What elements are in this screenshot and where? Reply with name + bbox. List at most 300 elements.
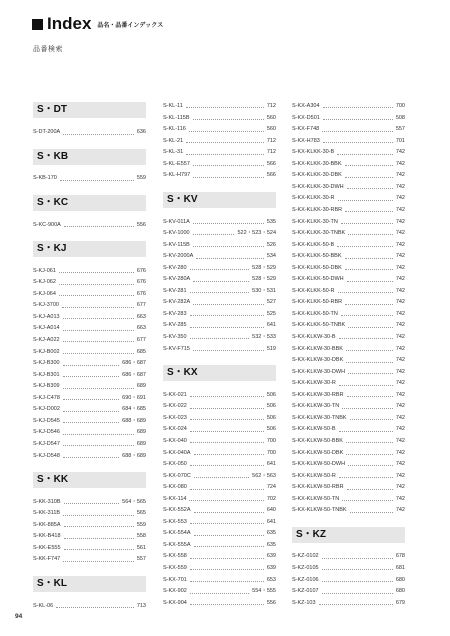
index-entry[interactable] [163, 540, 276, 549]
leader-dots [190, 489, 264, 490]
leader-dots [63, 341, 134, 342]
leader-dots [63, 318, 134, 319]
index-entry[interactable] [292, 101, 405, 110]
entry-page-ref: 712 [266, 149, 276, 156]
entry-part-number: S-KZ-0106 [292, 576, 319, 583]
leader-dots [346, 442, 393, 443]
index-entry[interactable] [163, 424, 276, 433]
index-entry[interactable] [33, 451, 146, 460]
index-entry[interactable] [33, 381, 146, 390]
leader-dots [194, 535, 264, 536]
entry-page-ref: 742 [395, 334, 405, 340]
index-entry[interactable] [163, 413, 276, 422]
entry-part-number: S-DT-200A [33, 129, 61, 136]
index-entry[interactable] [292, 459, 405, 468]
leader-dots [193, 304, 264, 305]
leader-dots [63, 330, 134, 331]
leader-dots [59, 272, 134, 273]
entry-part-number: S-KX-KLKW-50-DWH [292, 461, 346, 468]
index-entry[interactable] [292, 147, 405, 156]
index-entry[interactable] [292, 344, 405, 353]
entry-page-ref: 742 [395, 437, 405, 444]
index-entry[interactable] [163, 297, 276, 306]
section-header [33, 149, 146, 165]
index-entry[interactable] [292, 390, 405, 399]
entry-page-ref: 527 [266, 299, 276, 306]
index-entry[interactable] [33, 300, 146, 309]
entry-page-ref: 742 [395, 218, 405, 225]
entry-part-number: S-KX-KLKK-30-TN [292, 218, 338, 225]
index-entry[interactable] [292, 320, 405, 329]
leader-dots [323, 107, 393, 108]
index-entry[interactable] [163, 263, 276, 272]
leader-dots [63, 515, 134, 516]
section-header-label: S・KZ [296, 528, 326, 540]
index-entry[interactable] [163, 286, 276, 295]
index-entry[interactable] [292, 424, 405, 433]
entry-part-number: S-KV-350 [163, 334, 187, 340]
index-entry[interactable] [292, 170, 405, 179]
leader-dots [338, 200, 393, 201]
leader-dots [190, 292, 250, 293]
leader-dots [193, 350, 264, 351]
index-entry[interactable] [292, 401, 405, 410]
index-entry[interactable] [163, 101, 276, 110]
entry-part-number: S-KZ-103 [292, 599, 316, 606]
entry-part-number: S-KJ-062 [33, 279, 56, 286]
entry-page-ref: 566 [266, 172, 276, 179]
index-entry[interactable] [33, 266, 146, 275]
entry-page-ref: 742 [395, 264, 405, 271]
leader-dots [186, 107, 264, 108]
leader-dots [193, 281, 249, 282]
index-entry[interactable] [163, 586, 276, 595]
index-entry[interactable] [292, 228, 405, 237]
section-header [33, 472, 146, 488]
leader-dots [63, 411, 119, 412]
entry-part-number: S-KL-116 [163, 126, 186, 133]
entry-page-ref: 506 [266, 426, 276, 433]
index-entry[interactable] [33, 277, 146, 286]
index-entry[interactable] [163, 551, 276, 560]
entry-part-number: S-KX-KLKW-30-BBK [292, 345, 343, 352]
index-entry[interactable] [292, 217, 405, 226]
entry-part-number: S-KJ-D545 [33, 417, 60, 424]
entry-page-ref: 742 [395, 414, 405, 421]
index-entry[interactable] [163, 563, 276, 572]
index-entry[interactable] [163, 390, 276, 399]
entry-part-number: S-KJ-D002 [33, 406, 60, 413]
leader-dots [186, 142, 264, 143]
index-entry[interactable] [163, 170, 276, 179]
entry-part-number: S-KX-701 [163, 576, 187, 583]
index-entry[interactable] [292, 240, 405, 249]
page-subtitle: 品名・品番インデックス [97, 23, 164, 29]
index-entry[interactable] [33, 127, 146, 136]
entry-part-number: S-KX-KLKK-50-BBK [292, 253, 342, 260]
entry-page-ref: 742 [395, 276, 405, 283]
index-entry[interactable] [292, 136, 405, 145]
leader-dots [190, 558, 264, 559]
entry-part-number: S-KX-KLKW-50-BBK [292, 437, 343, 444]
entry-page-ref: 742 [395, 380, 405, 387]
leader-dots [64, 549, 134, 550]
index-entry[interactable] [292, 297, 405, 306]
leader-dots [348, 234, 393, 235]
entry-part-number: S-KX-558 [163, 553, 187, 560]
entry-part-number: S-KL-06 [33, 602, 54, 609]
entry-part-number: S-KL-21 [163, 137, 184, 144]
index-entry[interactable] [163, 136, 276, 145]
entry-page-ref: 700 [395, 103, 405, 109]
entry-part-number: S-KX-023 [163, 414, 187, 421]
index-entry[interactable] [163, 274, 276, 283]
index-entry[interactable] [292, 448, 405, 457]
index-entry[interactable] [33, 520, 146, 529]
index-entry[interactable] [292, 205, 405, 214]
entry-part-number: S-KK-F747 [33, 556, 61, 563]
index-entry[interactable] [33, 312, 146, 321]
search-label: 品番検索 [33, 46, 63, 53]
index-entry[interactable] [163, 459, 276, 468]
entry-part-number: S-KX-KLKW-50-TN [292, 495, 340, 502]
leader-dots [60, 180, 134, 181]
leader-dots [194, 512, 264, 513]
entry-part-number: S-KX-KLKW-30-TNBK [292, 414, 347, 421]
entry-part-number: S-KL-E557 [163, 160, 190, 167]
entry-part-number: S-KV-282A [163, 299, 191, 306]
index-entry[interactable] [33, 347, 146, 356]
index-entry[interactable] [163, 471, 276, 480]
entry-part-number: S-KV-283 [163, 310, 187, 317]
entry-part-number: S-KX-904 [163, 599, 187, 606]
entry-part-number: S-KX-902 [163, 588, 187, 595]
leader-dots [63, 457, 119, 458]
entry-part-number: S-KX-555A [163, 541, 191, 548]
index-entry[interactable] [163, 436, 276, 445]
index-entry[interactable] [292, 113, 405, 122]
entry-part-number: S-KX-554A [163, 530, 191, 537]
entry-part-number: S-KX-KLKK-50-B [292, 241, 335, 248]
leader-dots [341, 223, 393, 224]
entry-page-ref: 635 [266, 530, 276, 537]
leader-dots [345, 304, 393, 305]
entry-page-ref: 561 [136, 544, 146, 551]
index-entry[interactable] [292, 355, 405, 364]
index-entry[interactable] [163, 401, 276, 410]
entry-part-number: S-KX-KLKW-30-B [292, 334, 336, 340]
leader-dots [348, 373, 393, 374]
entry-part-number: S-KL-11 [163, 103, 183, 109]
entry-page-ref: 564・565 [122, 498, 146, 505]
entry-page-ref: 742 [395, 241, 405, 248]
leader-dots [341, 315, 393, 316]
entry-page-ref: 713 [136, 602, 146, 609]
leader-dots [337, 246, 393, 247]
index-entry[interactable] [292, 309, 405, 318]
index-entry[interactable] [33, 554, 146, 563]
leader-dots [190, 604, 264, 605]
entry-part-number: S-KV-F715 [163, 345, 190, 352]
leader-dots [337, 154, 393, 155]
entry-page-ref: 554・555 [252, 588, 276, 595]
leader-dots [194, 454, 264, 455]
entry-page-ref: 686・687 [122, 371, 146, 378]
entry-page-ref: 742 [395, 183, 405, 190]
entry-page-ref: 742 [395, 449, 405, 456]
index-entry[interactable] [292, 494, 405, 503]
entry-page-ref: 560 [266, 126, 276, 133]
index-entry[interactable] [33, 531, 146, 540]
entry-page-ref: 565 [136, 510, 146, 517]
index-entry[interactable] [163, 228, 276, 237]
index-entry[interactable] [292, 251, 405, 260]
index-entry[interactable] [33, 335, 146, 344]
index-entry[interactable] [163, 217, 276, 226]
index-entry[interactable] [292, 482, 405, 491]
index-entry[interactable] [163, 251, 276, 260]
entry-page-ref: 689 [136, 440, 146, 447]
leader-dots [347, 396, 393, 397]
index-entry[interactable] [292, 575, 405, 584]
index-entry[interactable] [33, 439, 146, 448]
leader-dots [322, 131, 393, 132]
entry-part-number: S-KK-311B [33, 510, 61, 517]
entry-part-number: S-KJ-D546 [33, 429, 60, 436]
entry-page-ref: 506 [266, 403, 276, 410]
entry-page-ref: 663 [136, 313, 146, 320]
entry-page-ref: 506 [266, 414, 276, 421]
index-entry[interactable] [163, 344, 276, 353]
leader-dots [64, 503, 120, 504]
title-square-icon [32, 19, 43, 30]
leader-dots [339, 338, 393, 339]
section-header-label: S・KV [167, 193, 198, 205]
entry-page-ref: 532・533 [252, 334, 276, 340]
index-entry[interactable] [33, 220, 146, 229]
index-entry[interactable] [163, 505, 276, 514]
entry-part-number: S-KX-KLKK-50-DBK [292, 264, 342, 271]
leader-dots [194, 477, 249, 478]
entry-part-number: S-KX-KLKK-30-B [292, 149, 335, 156]
section-header-label: S・KL [37, 577, 67, 589]
entry-page-ref: 688・689 [122, 417, 146, 424]
leader-dots [339, 431, 393, 432]
section-header [33, 102, 146, 118]
index-entry[interactable] [163, 448, 276, 457]
entry-page-ref: 742 [395, 195, 405, 202]
entry-page-ref: 635 [266, 541, 276, 548]
entry-page-ref: 556 [136, 221, 146, 228]
entry-part-number: S-KJ-D547 [33, 440, 60, 447]
entry-part-number: S-KX-KLKK-30-DWH [292, 183, 344, 190]
leader-dots [190, 431, 264, 432]
leader-dots [193, 119, 264, 120]
entry-part-number: S-KX-KLKW-50-DBK [292, 449, 344, 456]
entry-page-ref: 677 [136, 337, 146, 343]
entry-part-number: S-KV-280A [163, 276, 191, 283]
leader-dots [190, 338, 250, 339]
index-entry[interactable] [292, 159, 405, 168]
leader-dots [59, 295, 134, 296]
index-entry[interactable] [163, 482, 276, 491]
index-entry[interactable] [292, 263, 405, 272]
index-entry[interactable] [292, 586, 405, 595]
section-header-label: S・KJ [37, 242, 67, 254]
index-entry[interactable] [33, 497, 146, 506]
index-entry[interactable] [292, 471, 405, 480]
entry-page-ref: 681 [395, 565, 405, 571]
index-entry[interactable] [292, 332, 405, 341]
entry-page-ref: 558 [136, 533, 146, 540]
leader-dots [186, 154, 264, 155]
entry-page-ref: 556 [266, 599, 276, 606]
section-header-label: S・KK [37, 473, 69, 485]
index-entry[interactable] [163, 240, 276, 249]
leader-dots [350, 512, 393, 513]
leader-dots [190, 396, 264, 397]
entry-part-number: S-KX-040A [163, 449, 191, 456]
index-entry[interactable] [163, 159, 276, 168]
entry-part-number: S-KX-114 [163, 495, 187, 502]
index-entry[interactable] [163, 309, 276, 318]
leader-dots [63, 353, 134, 354]
entry-page-ref: 686・687 [122, 360, 146, 367]
index-entry[interactable] [292, 505, 405, 514]
leader-dots [63, 445, 134, 446]
entry-part-number: S-KK-E555 [33, 544, 61, 551]
entry-part-number: S-KX-KLKW-50-TNBK [292, 507, 347, 514]
leader-dots [323, 142, 393, 143]
index-entry[interactable] [292, 598, 405, 607]
index-entry[interactable] [33, 416, 146, 425]
entry-part-number: S-KX-KLKK-50-DWH [292, 276, 344, 283]
leader-dots [59, 284, 134, 285]
index-entry[interactable] [33, 543, 146, 552]
leader-dots [345, 177, 393, 178]
leader-dots [345, 269, 393, 270]
entry-page-ref: 560 [266, 114, 276, 121]
leader-dots [190, 581, 264, 582]
entry-page-ref: 506 [266, 391, 276, 398]
entry-part-number: S-KX-KLKW-30-TN [292, 403, 340, 410]
entry-part-number: S-KV-011A [163, 218, 190, 225]
index-entry[interactable] [33, 358, 146, 367]
leader-dots [193, 177, 264, 178]
index-entry[interactable] [292, 378, 405, 387]
index-entry[interactable] [292, 563, 405, 572]
entry-page-ref: 663 [136, 325, 146, 332]
index-entry[interactable] [163, 528, 276, 537]
index-entry[interactable] [33, 508, 146, 517]
leader-dots [345, 165, 393, 166]
index-entry[interactable] [33, 173, 146, 182]
entry-part-number: S-KJ-061 [33, 267, 56, 274]
entry-part-number: S-KX-553 [163, 518, 187, 525]
leader-dots [347, 281, 393, 282]
index-entry[interactable] [33, 393, 146, 402]
leader-dots [64, 526, 134, 527]
index-entry[interactable] [163, 598, 276, 607]
section-header [163, 192, 276, 208]
index-entry[interactable] [292, 124, 405, 133]
index-entry[interactable] [33, 370, 146, 379]
entry-page-ref: 530・531 [252, 287, 276, 294]
index-entry[interactable] [33, 601, 146, 610]
entry-part-number: S-KZ-0107 [292, 588, 319, 595]
index-entry[interactable] [33, 427, 146, 436]
section-header-label: S・KX [167, 366, 198, 378]
entry-part-number: S-KX-070C [163, 472, 191, 479]
index-entry[interactable] [292, 413, 405, 422]
leader-dots [190, 569, 264, 570]
leader-dots [346, 350, 393, 351]
entry-part-number: S-KX-H783 [292, 137, 320, 144]
index-entry[interactable] [163, 113, 276, 122]
index-entry[interactable] [163, 332, 276, 341]
section-header [33, 195, 146, 211]
entry-part-number: S-KJ-B301 [33, 371, 60, 378]
entry-page-ref: 519 [266, 345, 276, 352]
leader-dots [190, 269, 250, 270]
entry-page-ref: 679 [395, 599, 405, 606]
leader-dots [190, 419, 264, 420]
index-entry[interactable] [163, 124, 276, 133]
entry-page-ref: 676 [136, 290, 146, 297]
index-entry[interactable] [33, 289, 146, 298]
index-entry[interactable] [163, 320, 276, 329]
index-entry[interactable] [292, 193, 405, 202]
leader-dots [64, 538, 134, 539]
index-entry[interactable] [292, 274, 405, 283]
index-entry[interactable] [163, 517, 276, 526]
entry-page-ref: 688・689 [122, 452, 146, 459]
entry-part-number: S-KX-KLKK-30-BBK [292, 160, 342, 167]
entry-part-number: S-KX-KLKW-50-B [292, 426, 336, 433]
leader-dots [63, 388, 134, 389]
entry-page-ref: 641 [266, 322, 276, 329]
entry-page-ref: 742 [395, 472, 405, 479]
section-header [163, 365, 276, 381]
entry-part-number: S-KJ-B300 [33, 360, 60, 367]
entry-part-number: S-KX-KLKW-30-DBK [292, 357, 344, 364]
section-header [33, 576, 146, 592]
leader-dots [342, 500, 393, 501]
entry-page-ref: 742 [395, 345, 405, 352]
index-entry[interactable] [163, 494, 276, 503]
index-entry[interactable] [33, 404, 146, 413]
entry-page-ref: 742 [395, 507, 405, 514]
index-entry[interactable] [292, 551, 405, 560]
entry-page-ref: 742 [395, 160, 405, 167]
entry-part-number: S-KX-KLKK-30-R [292, 195, 335, 202]
leader-dots [339, 385, 393, 386]
entry-page-ref: 742 [395, 299, 405, 306]
index-entry[interactable] [33, 323, 146, 332]
index-entry[interactable] [163, 147, 276, 156]
index-entry[interactable] [292, 182, 405, 191]
index-entry[interactable] [292, 436, 405, 445]
entry-part-number: S-KK-310B [33, 498, 61, 505]
entry-page-ref: 641 [266, 518, 276, 525]
index-entry[interactable] [163, 575, 276, 584]
entry-part-number: S-KX-080 [163, 484, 187, 491]
index-entry[interactable] [292, 286, 405, 295]
entry-page-ref: 676 [136, 267, 146, 274]
index-entry[interactable] [292, 367, 405, 376]
entry-part-number: S-KX-KLKK-30-RBR [292, 206, 343, 213]
page-number: 94 [15, 613, 23, 620]
